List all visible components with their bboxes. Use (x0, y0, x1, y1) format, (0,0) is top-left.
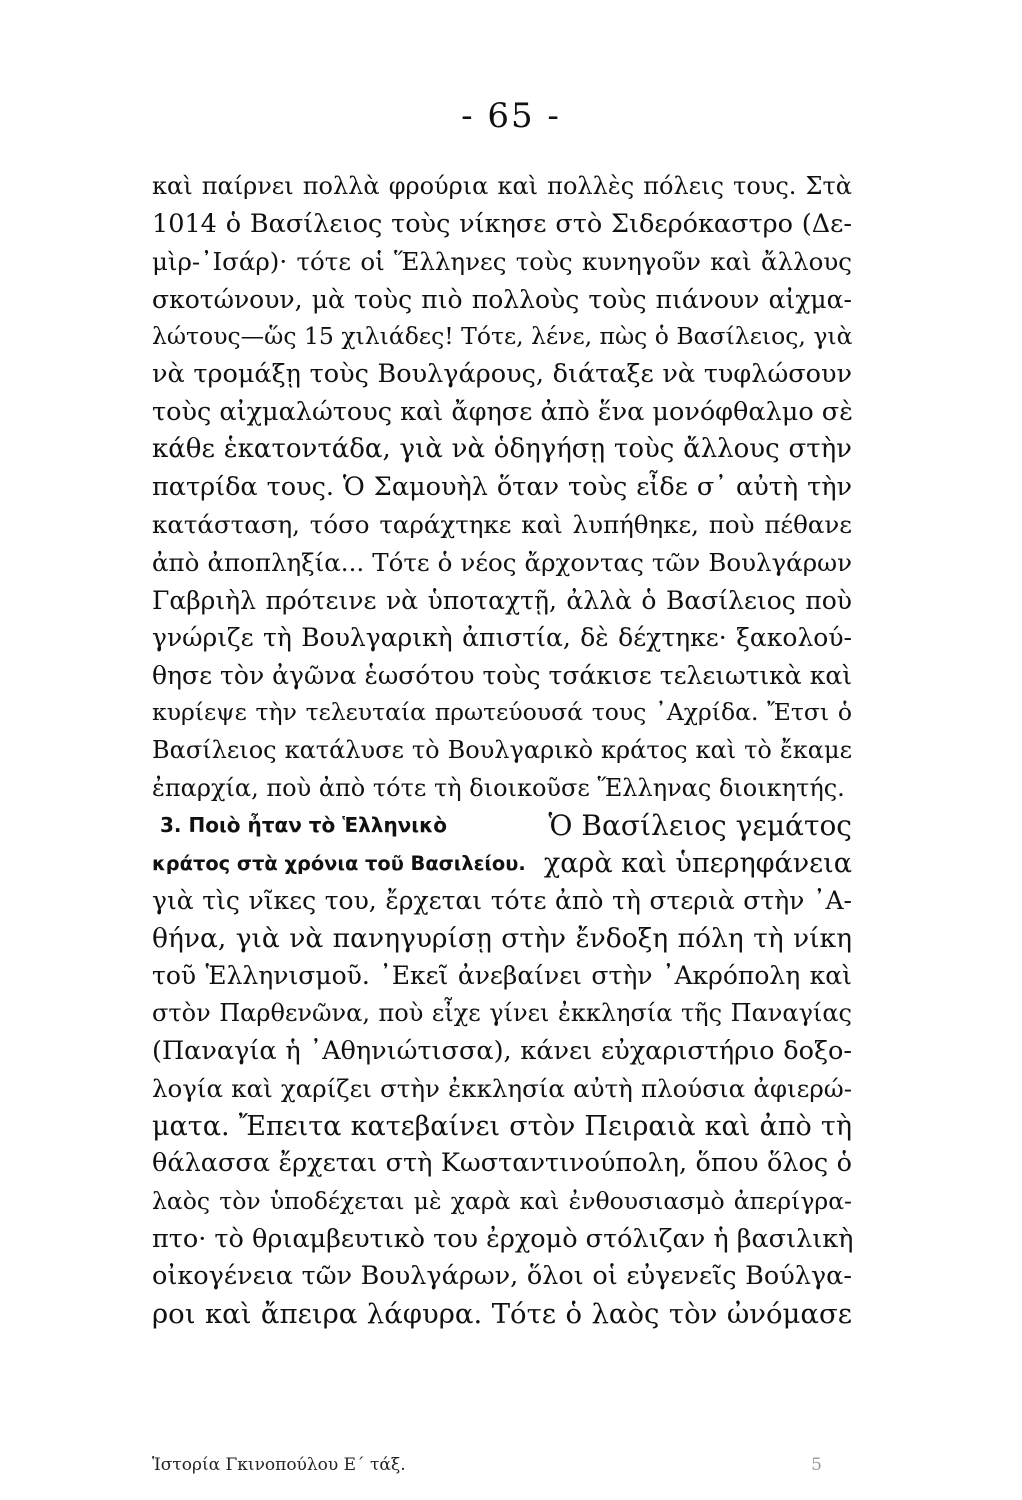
text-line: θήνα, γιὰ νὰ πανηγυρίσῃ στὴν ἔνδοξη πόλη τὴ νίκη (152, 922, 852, 954)
text-line: κατάσταση, τόσο ταράχτηκε καὶ λυπήθηκε, ποὺ πέθανε (152, 510, 852, 540)
section-heading-row-1 (152, 807, 852, 845)
text-line: σκοτώνουν, μὰ τοὺς πιὸ πολλοὺς τοὺς πιάνουν αἰχμα- (152, 284, 852, 314)
text-line: κάθε ἑκατοντάδα, γιὰ νὰ ὁδηγήσῃ τοὺς ἄλλους στὴν (152, 434, 852, 465)
section-heading-row-2 (152, 845, 852, 883)
section-text-line-1: Ὁ Βασίλειος γεμάτος (548, 809, 852, 843)
text-line: πτο· τὸ θριαμβευτικὸ του ἐρχομὸ στόλιζαν ἡ βασιλικὴ (152, 1223, 854, 1254)
text-line: (Παναγία ἡ ᾿Αθηνιώτισσα), κάνει εὐχαριστήριο δοξο- (152, 1035, 852, 1066)
page-number: - 65 - (461, 96, 561, 136)
signature-mark: 5 (811, 1455, 822, 1475)
text-line: Βασίλειος κατάλυσε τὸ Βουλγαρικὸ κράτος καὶ τὸ ἔκαμε (152, 735, 852, 764)
footer-text: Ἱστορία Γκινοπούλου Ε΄ τάξ. (152, 1455, 406, 1475)
text-line: καὶ παίρνει πολλὰ φρούρια καὶ πολλὲς πόλεις τους. Στὰ (152, 172, 852, 200)
text-line: γιὰ τὶς νῖκες του, ἔρχεται τότε ἀπὸ τὴ στεριὰ στὴν ᾿Α- (152, 886, 852, 916)
body-text (152, 168, 852, 1333)
section-3-body (152, 882, 852, 1333)
text-line: πατρίδα τους. Ὁ Σαμουὴλ ὅταν τοὺς εἶδε σ᾿ αὐτὴ τὴν (152, 471, 852, 502)
text-line: λώτους—ὥς 15 χιλιάδες! Τότε, λένε, πὼς ὁ Βασίλειος, γιὰ (152, 322, 853, 351)
text-line: λαὸς τὸν ὑποδέχεται μὲ χαρὰ καὶ ἐνθουσιασμὸ ἀπερίγρα- (152, 1187, 852, 1216)
text-line: μὶρ-᾿Ισάρ)· τότε οἱ Ἕλληνες τοὺς κυνηγοῦν καὶ ἄλλους (152, 247, 852, 277)
section-heading-line-1: 3. Ποιὸ ἦταν τὸ Ἑλληνικὸ (160, 813, 448, 838)
text-line: κυρίεψε τὴν τελευταία πρωτεύουσά τους ᾿Αχρίδα. Ἔτσι ὁ (152, 698, 852, 727)
text-line: νὰ τρομάξῃ τοὺς Βουλγάρους, διάταξε νὰ τυφλώσουν (152, 358, 852, 389)
text-line: Γαβριὴλ πρότεινε νὰ ὑποταχτῇ, ἀλλὰ ὁ Βασίλειος ποὺ (152, 585, 852, 615)
footer (152, 1455, 852, 1475)
text-line: θάλασσα ἔρχεται στὴ Κωσταντινούπολη, ὅπου ὅλος ὁ (152, 1148, 852, 1179)
text-line: στὸν Παρθενῶνα, ποὺ εἶχε γίνει ἐκκλησία τῆς Παναγίας (152, 999, 852, 1028)
text-line: τοῦ Ἑλληνισμοῦ. ᾿Εκεῖ ἀνεβαίνει στὴν ᾿Ακρόπολη καὶ (152, 961, 852, 991)
text-line: 1014 ὁ Βασίλειος τοὺς νίκησε στὸ Σιδερόκαστρο (Δε- (152, 208, 852, 239)
section-heading-line-2: κράτος στὰ χρόνια τοῦ Βασιλείου. (152, 851, 526, 875)
section-text-line-2: χαρὰ καὶ ὑπερηφάνεια (543, 847, 852, 879)
text-line: γνώριζε τὴ Βουλγαρικὴ ἀπιστία, δὲ δέχτηκε· ξακολού- (152, 623, 852, 653)
text-line: τοὺς αἰχμαλώτους καὶ ἄφησε ἀπὸ ἕνα μονόφθαλμο σὲ (152, 396, 853, 427)
text-line: ροι καὶ ἄπειρα λάφυρα. Τότε ὁ λαὸς τὸν ὠνόμασε (152, 1297, 852, 1330)
paragraph-1 (152, 168, 852, 807)
text-line: θησε τὸν ἀγῶνα ἑωσότου τοὺς τσάκισε τελειωτικὰ καὶ (152, 660, 852, 690)
text-line: ἀπὸ ἀποπληξία... Τότε ὁ νέος ἄρχοντας τῶν Βουλγάρων (152, 547, 852, 577)
text-line: ἐπαρχία, ποὺ ἀπὸ τότε τὴ διοικοῦσε Ἕλληνας διοικητής. (152, 773, 845, 802)
text-line: ματα. Ἔπειτα κατεβαίνει στὸν Πειραιὰ καὶ ἀπὸ τὴ (152, 1110, 852, 1142)
text-line: λογία καὶ χαρίζει στὴν ἐκκλησία αὐτὴ πλούσια ἀφιερώ- (152, 1074, 852, 1104)
text-line: οἰκογένεια τῶν Βουλγάρων, ὅλοι οἱ εὐγενεῖς Βούλγα- (152, 1261, 852, 1292)
